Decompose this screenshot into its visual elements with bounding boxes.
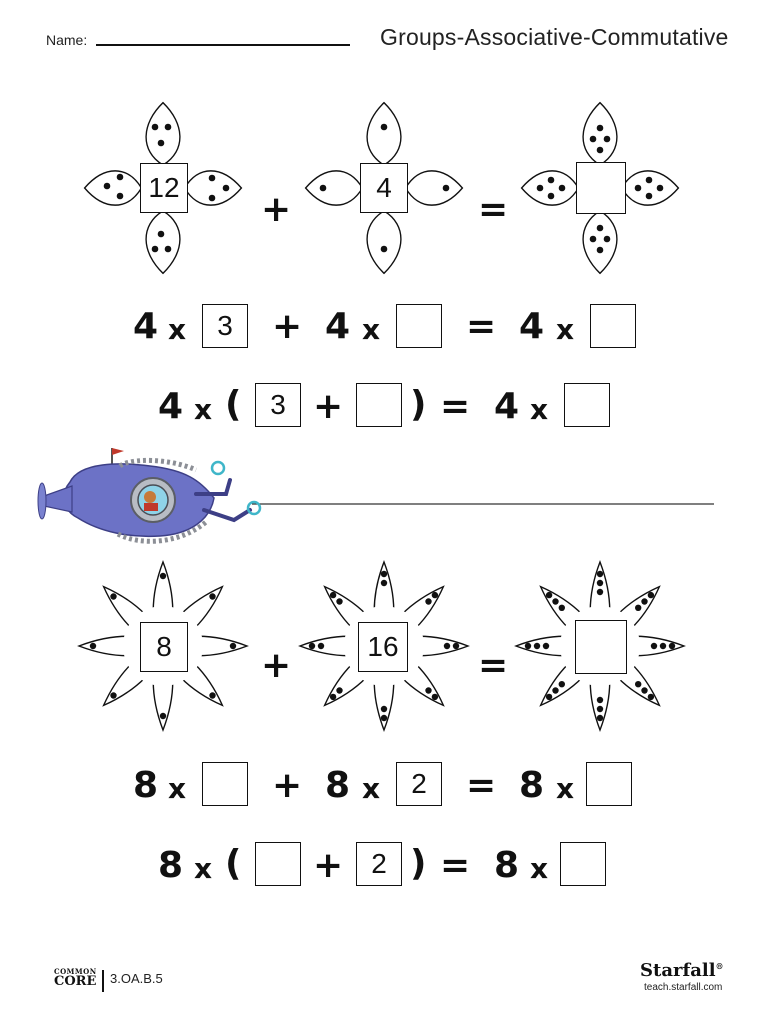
close-paren: ) [410,843,427,884]
factor: 8 [158,845,184,886]
petal-dot [597,571,603,577]
common-core-logo [54,968,97,988]
open-paren: ( [225,384,242,425]
equals-sign: = [478,645,509,686]
petal-dot [651,643,657,649]
petal-dot [209,593,215,599]
petal-dot [110,692,116,698]
times-sign: x [362,772,381,805]
petal-dot [559,605,565,611]
petal-dot [425,687,431,693]
answer-box[interactable] [564,383,610,427]
petal-dot [432,694,438,700]
factor: 8 [325,765,351,806]
petal-dot [381,571,387,577]
factor: 8 [494,845,520,886]
flower-3-answer-box[interactable] [575,620,627,674]
times-sign: x [194,393,213,426]
petal-dot [597,715,603,721]
petal-dot [330,694,336,700]
petal-dot [648,694,654,700]
petal-dot [160,713,166,719]
petal-dot [318,643,324,649]
petal-dot [525,643,531,649]
answer-box[interactable] [202,762,248,806]
starfall-logo [640,960,724,981]
petal-dot [381,715,387,721]
plus-sign: + [313,386,344,427]
petal-dot [552,598,558,604]
petal-dot [546,694,552,700]
answer-box[interactable] [590,304,636,348]
open-paren: ( [225,843,242,884]
times-sign: x [168,313,187,346]
petal-dot [552,687,558,693]
registered-mark: ® [715,961,724,971]
plus-sign: + [272,306,303,347]
petal-dot [635,605,641,611]
common-core-bottom: CORE [54,974,97,989]
brand-name: Starfall [640,960,716,981]
petal-dot [597,706,603,712]
standard-code: 3.OA.B.5 [110,971,163,986]
common-core-top: COMMON [54,967,97,976]
petal-dot [209,692,215,698]
answer-box[interactable] [560,842,606,886]
petal-dot [444,643,450,649]
equals-sign: = [466,765,497,806]
plus-sign: + [313,845,344,886]
factor: 8 [519,765,545,806]
petal-dot [635,681,641,687]
brand-url: teach.starfall.com [644,982,723,993]
times-sign: x [362,313,381,346]
factor: 8 [133,765,159,806]
factor: 4 [158,386,184,427]
petal-dot [543,643,549,649]
equals-sign: = [478,189,509,230]
times-sign: x [556,772,575,805]
plus-sign: + [272,765,303,806]
plus-sign: + [261,189,292,230]
petal-dot [160,573,166,579]
answer-box[interactable] [586,762,632,806]
equals-sign: = [466,306,497,347]
petal-dot [597,589,603,595]
petal-dot [381,706,387,712]
petal-dot [641,598,647,604]
answer-box[interactable]: 2 [356,842,402,886]
name-label: Name: [46,32,88,48]
times-sign: x [530,852,549,885]
times-sign: x [556,313,575,346]
petal-dot [546,592,552,598]
answer-box[interactable]: 2 [396,762,442,806]
worksheet-title: Groups-Associative-Commutative [380,24,729,50]
equals-sign: = [440,386,471,427]
petal-dot [559,681,565,687]
petal-dot [432,592,438,598]
petal-dot [660,643,666,649]
factor: 4 [494,386,520,427]
petal-dot [534,643,540,649]
petal-dot [90,643,96,649]
equals-sign: = [440,845,471,886]
petal-dot [381,580,387,586]
flower-2-value: 16 [358,622,408,672]
petal-dot [336,598,342,604]
answer-box[interactable] [356,383,402,427]
flower-1-value: 8 [140,622,188,672]
factor: 4 [325,306,351,347]
petal-dot [309,643,315,649]
cross-3-answer-box[interactable] [576,162,626,214]
answer-box[interactable]: 3 [202,304,248,348]
factor: 4 [133,306,159,347]
answer-box[interactable] [396,304,442,348]
petal-dot [230,643,236,649]
cross-1-value: 12 [140,163,188,213]
footer-divider [102,970,104,992]
petal-dot [641,687,647,693]
petal-dot [597,580,603,586]
times-sign: x [168,772,187,805]
petal-dot [453,643,459,649]
petal-dot [425,598,431,604]
answer-box[interactable]: 3 [255,383,301,427]
cross-2-value: 4 [360,163,408,213]
petal-dot [648,592,654,598]
answer-box[interactable] [255,842,301,886]
submarine-illustration [38,448,714,541]
close-paren: ) [410,384,427,425]
petal-dot [330,592,336,598]
petal-dot [110,593,116,599]
petal-dot [336,687,342,693]
petal-dot [597,697,603,703]
plus-sign: + [261,645,292,686]
times-sign: x [194,852,213,885]
factor: 4 [519,306,545,347]
petal-dot [669,643,675,649]
times-sign: x [530,393,549,426]
